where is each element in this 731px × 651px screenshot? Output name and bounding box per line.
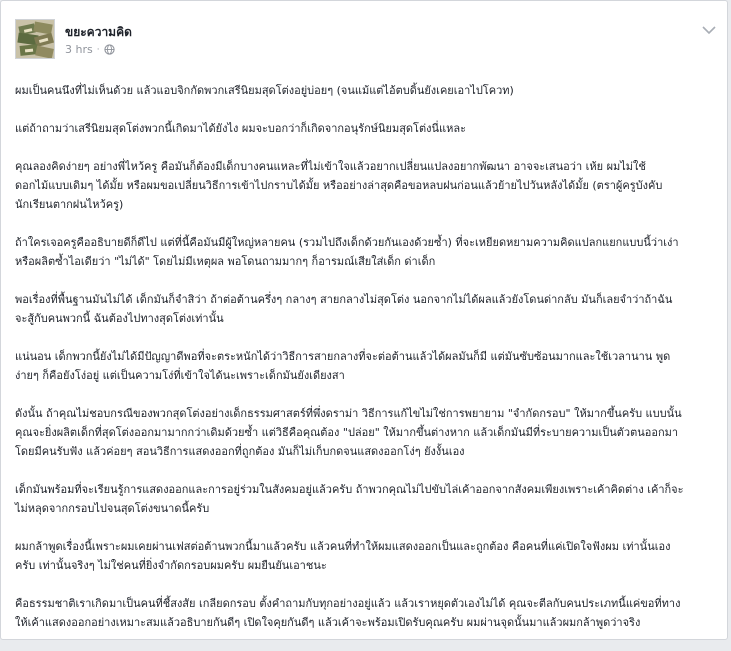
post-paragraph: เด็กมันพร้อมที่จะเรียนรู้การแสดงออกและการอยู่ร่วมในสังคมอยู่แล้วครับ ถ้าพวกคุณไม่ไปขับไล่เค้าออกจากสังคมเพียงเพราะเค้าคิดต่าง เค้าก็จะ ไม่หลุดจากกรอบไปจนสุดโต่งขนาดนี้ครับ [15, 483, 684, 515]
post-header [15, 19, 713, 63]
post-paragraph: ดังนั้น ถ้าคุณไม่ชอบกรณีของพวกสุดโต่งอย่างเด็กธรรมศาสตร์ที่พึ่งดราม่า วิธีการแก้ไขไม่ใช่การพยายาม "จำกัดกรอบ" ให้มากขึ้นครับ แบบนั้น คุณจะยิ่งผลิตเด็กที่สุดโต่งออกมามากกว่าเดิมด้วยซ้ำ แต่วิธีคือคุณต้อง "ปล่อย" ให้มากขึ้นต่างหาก แล้วเด็กมันมีที่ระบายความเป็นตัวตนออกมา โดยมีคนรับฟัง แล้วค่อยๆ สอนวิธีการแสดงออกที่ถูกต้อง มันก็ไม่เก็บกดจนแสดงออกโง่ๆ ยังงั้นเอง [15, 407, 682, 458]
author-name[interactable]: ขยะความคิด [65, 25, 132, 39]
post-paragraph: แต่ถ้าถามว่าเสรีนิยมสุดโต่งพวกนี้เกิดมาได้ยังไง ผมจะบอกว่าก็เกิดจากอนุรักษ์นิยมสุดโต่งนี่แหละ [15, 122, 466, 135]
post-paragraph: คุณลองคิดง่ายๆ อย่างพี่ไหว้ครู คือมันก็ต้องมีเด็กบางคนแหละที่ไม่เข้าใจแล้วอยากเปลี่ยนแปลงอยากพัฒนา อาจจะเสนอว่า เห้ย ผมไม่ใช้ ดอกไม้แบบเดิมๆ ได้มั้ย หรือผมขอเปลี่ยนวิธีการเข้าไปกราบได้มั้ย หรืออย่างล่าสุดคือขอหลบฝนก่อนแล้วย้ายไปวันหลังได้มั้ย (ตราผู้ครูบังคับ นักเรียนตากฝนไหว้ครู) [15, 160, 663, 211]
post-paragraph: ถ้าใครเจอครูคืออธิบายดีก็ดีไป แต่ที่นี้คือมันมีผู้ใหญ่หลายคน (รวมไปถึงเด็กด้วยกันเองด้วยซ้ำ) ที่จะเหยียดหยามความคิดแปลกแยกแบบนี้ว่าเง่า หรือผลิตซ้ำไอเดียว่า "ไม่ได้" โดยไม่มีเหตุผล พอโดนถามมากๆ ก็อารมณ์เสียใส่เด็ก ด่าเด็ก [15, 236, 679, 268]
post-paragraph: คือธรรมชาติเราเกิดมาเป็นคนที่ชี้สงสัย เกลียดกรอบ ตั้งคำถามกับทุกอย่างอยู่แล้ว แล้วเราหยุดตัวเองไม่ได้ คุณจะตีลกับคนประเภทนี้แค่ขอที่ทาง ให้เค้าแสดงออกอย่างเหมาะสมแล้วอธิบายกันดีๆ เปิดใจคุยกันดีๆ แล้วเค้าจะพร้อมเปิดรับคุณครับ ผมผ่านจุดนั้นมาแล้วผมกล้าพูดว่าจริง [15, 597, 681, 629]
post-body [15, 81, 715, 651]
post-paragraph: แน่นอน เด็กพวกนี้ยังไม่ได้มีปัญญาดีพอที่จะตระหนักได้ว่าวิธีการสายกลางที่จะต่อต้านแล้วได้ผลมันก็มี แต่มันซับซ้อนมากและใช้เวลานาน พูด ง่ายๆ ก็คือยังโง่อยู่ แต่เป็นความโง่ที่เข้าใจได้นะเพราะเด็กมันยังเดียงสา [15, 350, 671, 382]
avatar[interactable] [15, 19, 55, 59]
post-timestamp[interactable]: 3 hrs [65, 43, 93, 56]
chevron-down-icon[interactable] [701, 25, 717, 35]
globe-icon[interactable] [104, 44, 115, 55]
post-paragraph: ผมเป็นคนนึงที่ไม่เห็นด้วย แล้วแอบจิกกัดพวกเสรีนิยมสุดโต่งอยู่บ่อยๆ (จนแม้แต่ไอ้ตบดิ้นยังเคยเอาไปโควท) [15, 84, 514, 97]
meta-separator: · [96, 44, 100, 55]
post-meta [65, 43, 115, 56]
avatar-image [16, 20, 55, 59]
post-paragraph: ผมกล้าพูดเรื่องนี้เพราะผมเคยผ่านเฟสต่อต้านพวกนี้มาแล้วครับ แล้วคนที่ทำให้ผมแสดงออกเป็นและถูกต้อง คือคนที่แค่เปิดใจฟังผม เท่านั้นเอง ครับ เท่านั้นจริงๆ ไม่ใช่คนที่ยิ่งจำกัดกรอบผมครับ ผมยืนยันเอาชนะ [15, 540, 671, 572]
post-paragraph: พอเรื่องที่พื้นฐานมันไม่ได้ เด็กมันก็จำสิว่า ถ้าต่อต้านครึ่งๆ กลางๆ สายกลางไม่สุดโต่ง นอกจากไม่ได้ผลแล้วยังโดนด่ากลับ มันก็เลยจำว่าถ้าฉัน จะสู้กับคนพวกนี้ ฉันต้องไปทางสุดโต่งเท่านั้น [15, 293, 673, 325]
